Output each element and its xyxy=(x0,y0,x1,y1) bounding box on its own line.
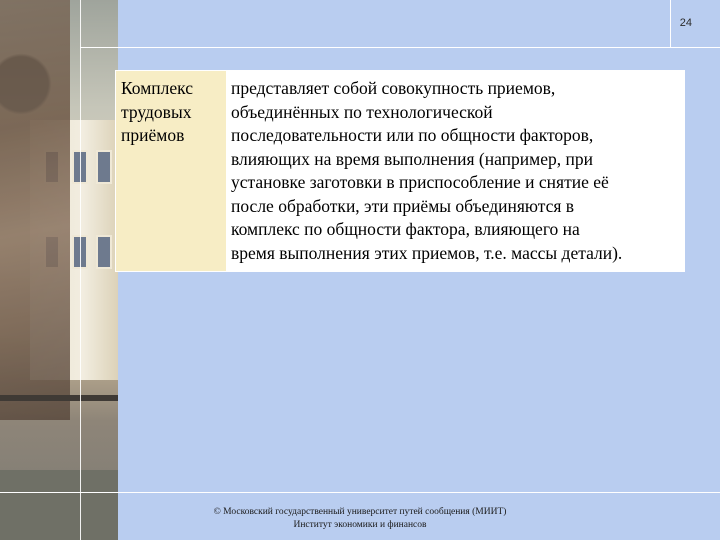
frame-right-line xyxy=(670,0,671,48)
definition-cell xyxy=(226,71,684,271)
page-number: 24 xyxy=(679,17,692,29)
definition-table xyxy=(116,71,684,271)
definition-text: представляет собой совокупность приемов, объединённых по технологической последовательности или по общности факторов, влияющих на время выполнения (например, при установке заготовки в приспособление и снятие её после обработки, эти приёмы объединяются в комплекс по общности фактора, влияющего на время выполнения этих приемов, т.е. массы детали). xyxy=(231,78,623,263)
ground xyxy=(0,470,118,540)
building-window xyxy=(96,235,112,269)
frame-bottom-line xyxy=(0,492,720,493)
term-text: Комплекс трудовых приёмов xyxy=(121,78,193,145)
fence xyxy=(0,395,118,401)
footer-copyright: © Московский государственный университет путей сообщения (МИИТ) xyxy=(213,507,507,517)
footer-institute: Институт экономики и финансов xyxy=(293,520,427,530)
footer xyxy=(175,506,545,532)
definition-row xyxy=(116,71,684,271)
frame-vertical-line xyxy=(80,0,81,540)
building-photo xyxy=(0,0,118,540)
term-cell xyxy=(116,71,226,271)
frame-top-line xyxy=(80,47,720,48)
tree xyxy=(0,0,70,420)
building-window xyxy=(96,150,112,184)
